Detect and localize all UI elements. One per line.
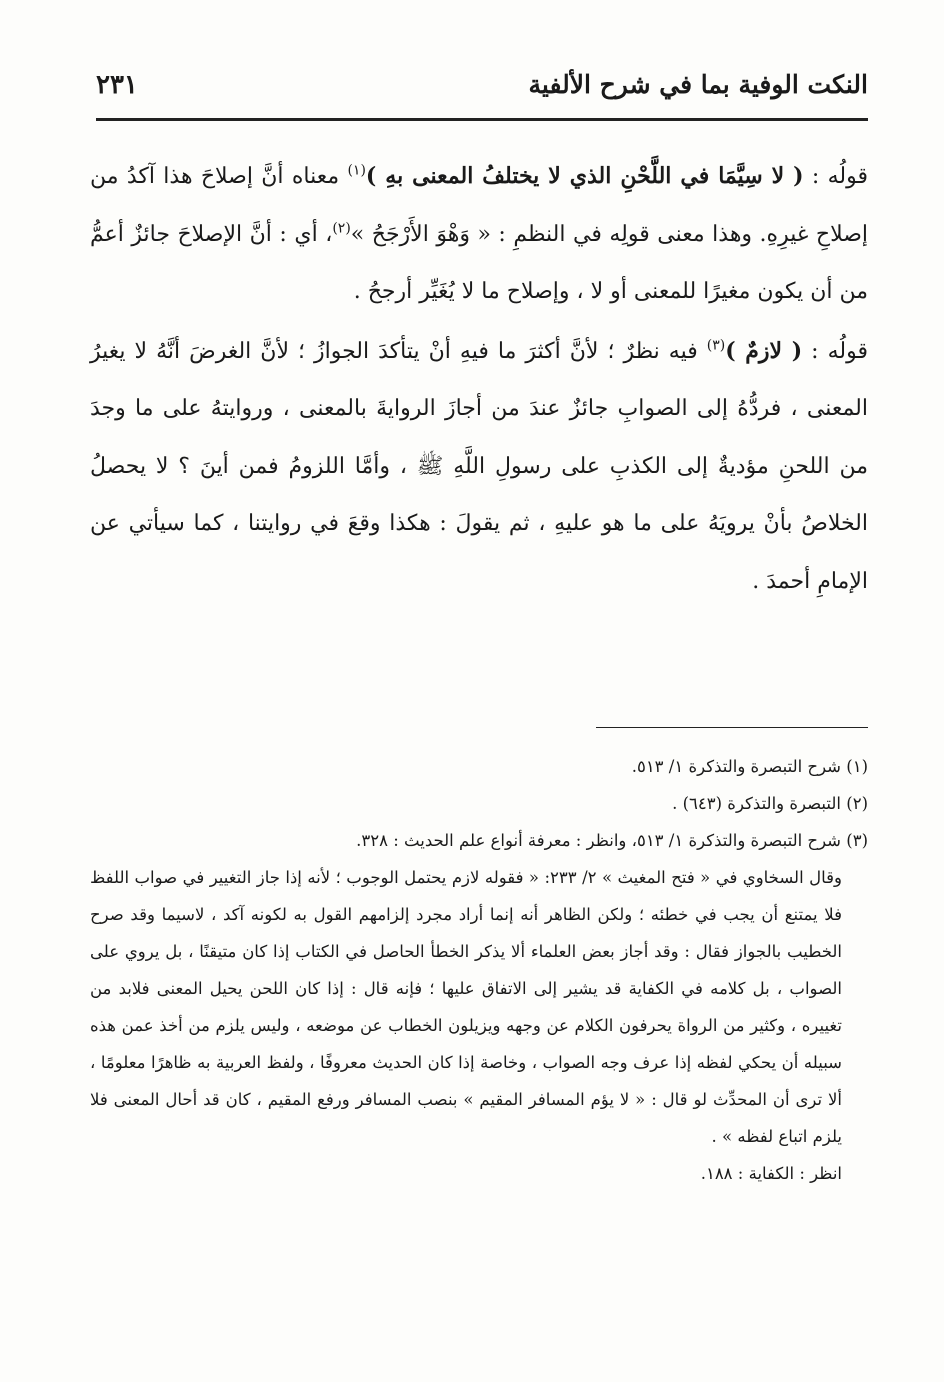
page-number: ٢٣١ [96,70,138,100]
footnotes [90,748,868,1192]
footnote-2 [90,785,868,822]
paragraph-2-quote: ( لازمٌ ) [725,337,803,364]
paragraph-2-text: فيه نظرٌ ؛ لأنَّ أكثرَ ما فيهِ أنْ يتأكدَ الجوازُ ؛ لأنَّ الغرضَ أنَّهُ لا يغيرُ المعنى ، فردُّهُ إلى الصوابِ جائزٌ عندَ من أجازَ الروايةَ بالمعنى ، وروايتهُ على ما وجدَ من اللحنِ مؤديةٌ إلى الكذبِ على رسولِ اللَّهِ ﷺ ، وأمَّا اللزومُ فمن أينَ ؟ لا يحصلُ الخلاصُ بأنْ يرويَهُ على ما هو عليهِ ، ثم يقولَ : هكذا وقعَ في روايتنا ، كما سيأتي عن الإمامِ أحمدَ . [90,338,869,594]
footnote-ref-2[interactable]: (٢) [332,220,351,237]
footnote-ref-1[interactable]: (١) [347,162,366,179]
page-header [96,66,868,114]
paragraph-1-text-2: ، أي : أنَّ الإصلاحَ جائزٌ أعمُّ من أن يكون مغيرًا للمعنى أو لا ، وإصلاح ما لا يُغَيِّر أرجحُ . [90,221,868,304]
footnote-3 [90,822,868,859]
paragraph-2 [90,323,868,611]
paragraph-1-text: معناه أنَّ إصلاحَ هذا آكدُ من إصلاحِ غيرِهِ. وهذا معنى قولِه في النظمِ : « وَهْوَ الأَرْجَحُ » [90,164,868,247]
footnote-3-text: شرح التبصرة والتذكرة ١/ ٥١٣، وانظر : معرفة أنواع علم الحديث : ٣٢٨. [356,831,847,850]
header-rule [96,118,868,121]
footnote-2-number: (٢) [846,794,868,813]
footnote-3-reference: انظر : الكفاية : ١٨٨. [700,1164,842,1183]
paragraph-2-lead: قولُه : [802,338,868,364]
footnote-1 [90,748,868,785]
footnote-separator [596,727,868,728]
running-title: النكت الوفية بما في شرح الألفية [528,70,868,99]
main-text [90,148,868,610]
footnote-1-number: (١) [846,757,868,776]
paragraph-1 [90,148,868,321]
footnote-1-text: شرح التبصرة والتذكرة ١/ ٥١٣. [631,757,847,776]
paragraph-1-quote: ( لا سِيَّمَا في اللَّحْنِ الذي لا يختلفُ المعنى بهِ ) [365,163,804,189]
footnote-2-text: التبصرة والتذكرة (٦٤٣) . [672,794,847,813]
footnote-3-quotation: وقال السخاوي في « فتح المغيث » ٢/ ٢٣٣: « فقوله لازم يحتمل الوجوب ؛ لأنه إذا جاز التغيير في صواب اللفظ فلا يمتنع أن يجب في خطئه ؛ ولكن الظاهر أنه إنما أراد مجرد إلزامهم القول به لكونه آكد ، لاسيما وقد صرح الخطيب بالجواز فقال : وقد أجاز بعض العلماء ألا يذكر الخطأ الحاصل في الكتاب إذا كان متيقنًا ، بل يروي على الصواب ، بل كلامه في الكفاية قد يشير إلى الاتفاق عليها ؛ فإنه قال : إذا كان اللحن يحيل المعنى فلابد من تغييره ، وكثير من الرواة يحرفون الكلام عن وجهه ويزيلون الخطاب عن موضعه ، وليس يلزم من أخذ عمن هذه سبيله أن يحكي لفظه إذا عرف وجه الصواب ، وخاصة إذا كان الحديث معروفًا ، ولفظ العربية به ظاهرًا معلومًا ، ألا ترى أن المحدِّث لو قال : « لا يؤم المسافر المقيم » بنصب المسافر ورفع المقيم ، كان قد أحال المعنى فلا يلزم اتباع لفظه » . [90,868,842,1146]
footnote-ref-3[interactable]: (٣) [706,337,726,354]
footnote-3-number: (٣) [846,831,868,850]
paragraph-1-lead: قولُه : [803,164,869,189]
